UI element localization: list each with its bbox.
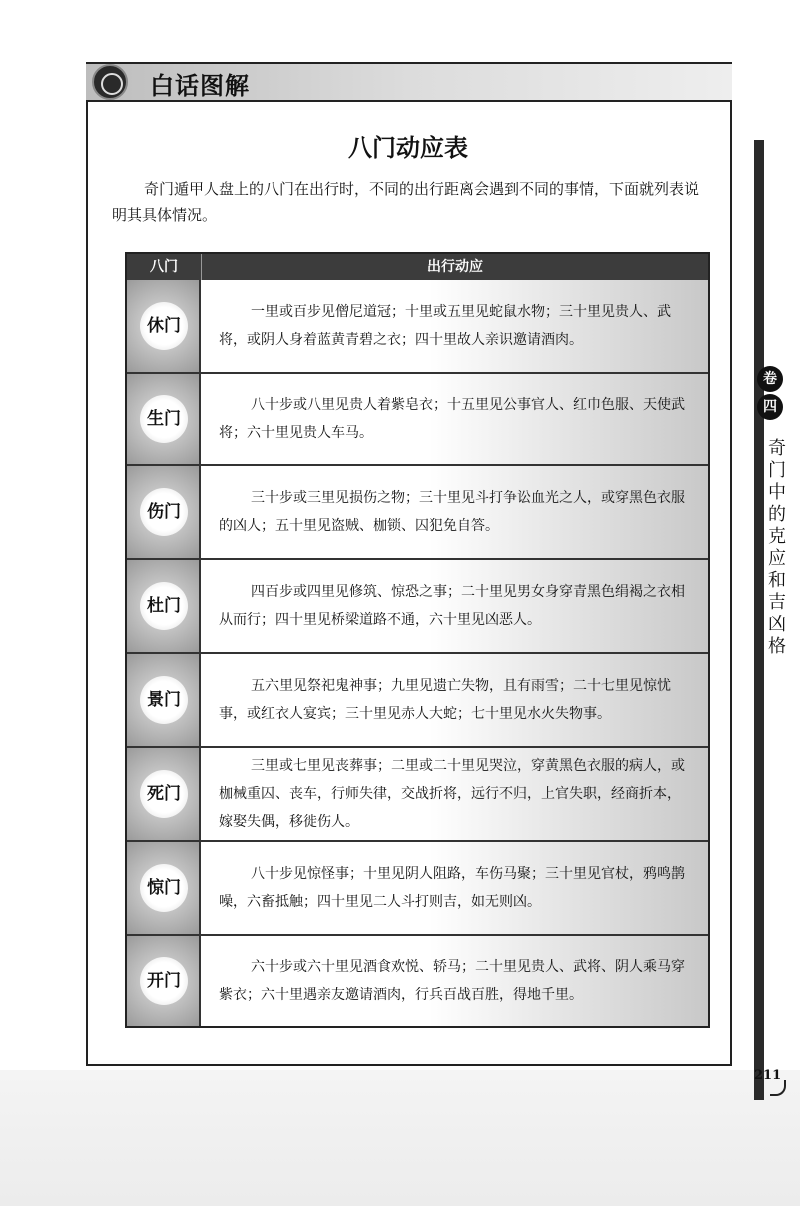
gate-cell bbox=[127, 466, 201, 558]
gate-label: 生门 bbox=[140, 395, 188, 443]
response-cell bbox=[201, 280, 708, 372]
response-text: 一里或百步见僧尼道冠；十里或五里见蛇鼠水物；三十里见贵人、武将，或阴人身着蓝黄青碧之衣；四十里故人亲识邀请酒肉。 bbox=[219, 304, 671, 348]
eight-gates-table bbox=[125, 252, 710, 1028]
response-cell bbox=[201, 560, 708, 652]
table-row bbox=[127, 748, 708, 842]
response-text: 八十步或八里见贵人着紫皂衣；十五里见公事官人、红巾色服、天使武将；六十里见贵人车马。 bbox=[219, 397, 685, 441]
header-gate: 八门 bbox=[127, 254, 202, 280]
gate-label: 死门 bbox=[140, 770, 188, 818]
gate-label: 伤门 bbox=[140, 488, 188, 536]
gate-cell bbox=[127, 936, 201, 1026]
response-text: 五六里见祭祀鬼神事；九里见遗亡失物，且有雨雪；二十七里见惊忧事，或红衣人宴宾；三十里见赤人大蛇；七十里见水火失物事。 bbox=[219, 678, 671, 722]
response-cell bbox=[201, 936, 708, 1026]
gate-cell bbox=[127, 280, 201, 372]
response-cell bbox=[201, 466, 708, 558]
response-cell bbox=[201, 654, 708, 746]
response-text: 三十步或三里见损伤之物；三十里见斗打争讼血光之人，或穿黑色衣服的凶人；五十里见盗贼、枷锁、囚犯免自答。 bbox=[219, 490, 685, 534]
header-title: 白话图解 bbox=[150, 72, 250, 100]
page-number: 211 bbox=[754, 1068, 782, 1083]
table-header bbox=[127, 254, 708, 280]
gate-label: 杜门 bbox=[140, 582, 188, 630]
response-text: 六十步或六十里见酒食欢悦、轿马；二十里见贵人、武将、阴人乘马穿紫衣；六十里遇亲友邀请酒肉，行兵百战百胜，得地千里。 bbox=[219, 959, 685, 1003]
table-row bbox=[127, 936, 708, 1026]
response-text: 三里或七里见丧葬事；二里或二十里见哭泣，穿黄黑色衣服的病人，或枷械重囚、丧车，行师失律，交战折将，远行不归，上官失职，经商折本，嫁娶失偶，移徙伤人。 bbox=[219, 758, 685, 830]
gate-label: 惊门 bbox=[140, 864, 188, 912]
page-bottom-shade bbox=[0, 1070, 800, 1206]
gate-label: 开门 bbox=[140, 957, 188, 1005]
table-row bbox=[127, 374, 708, 466]
response-cell bbox=[201, 374, 708, 464]
gate-cell bbox=[127, 748, 201, 840]
table-row bbox=[127, 654, 708, 748]
gate-cell bbox=[127, 654, 201, 746]
gate-cell bbox=[127, 560, 201, 652]
header-response: 出行动应 bbox=[427, 259, 483, 275]
response-text: 四百步或四里见修筑、惊恐之事；二十里见男女身穿青黑色绢褐之衣相从而行；四十里见桥梁道路不通，六十里见凶恶人。 bbox=[219, 584, 685, 628]
chapter-title: 奇门中的克应和吉凶格 bbox=[768, 438, 786, 657]
table-row bbox=[127, 842, 708, 936]
gate-label: 景门 bbox=[140, 676, 188, 724]
gate-cell bbox=[127, 842, 201, 934]
table-row bbox=[127, 280, 708, 374]
response-cell bbox=[201, 842, 708, 934]
page-title: 八门动应表 bbox=[348, 134, 468, 162]
volume-char: 四 bbox=[757, 394, 783, 420]
table-row bbox=[127, 466, 708, 560]
gate-cell bbox=[127, 374, 201, 464]
response-text: 八十步见惊怪事；十里见阴人阻路，车伤马聚；三十里见官杖，鸦鸣鹊噪，六畜抵触；四十里见二人斗打则吉，如无则凶。 bbox=[219, 866, 685, 910]
intro-paragraph: 奇门遁甲人盘上的八门在出行时，不同的出行距离会遇到不同的事情，下面就列表说明其具体情况。 bbox=[112, 180, 700, 224]
response-cell bbox=[201, 748, 708, 840]
side-tab-bar bbox=[754, 140, 764, 1100]
gate-label: 休门 bbox=[140, 302, 188, 350]
table-row bbox=[127, 560, 708, 654]
volume-char: 卷 bbox=[757, 366, 783, 392]
series-logo-icon bbox=[92, 64, 128, 100]
